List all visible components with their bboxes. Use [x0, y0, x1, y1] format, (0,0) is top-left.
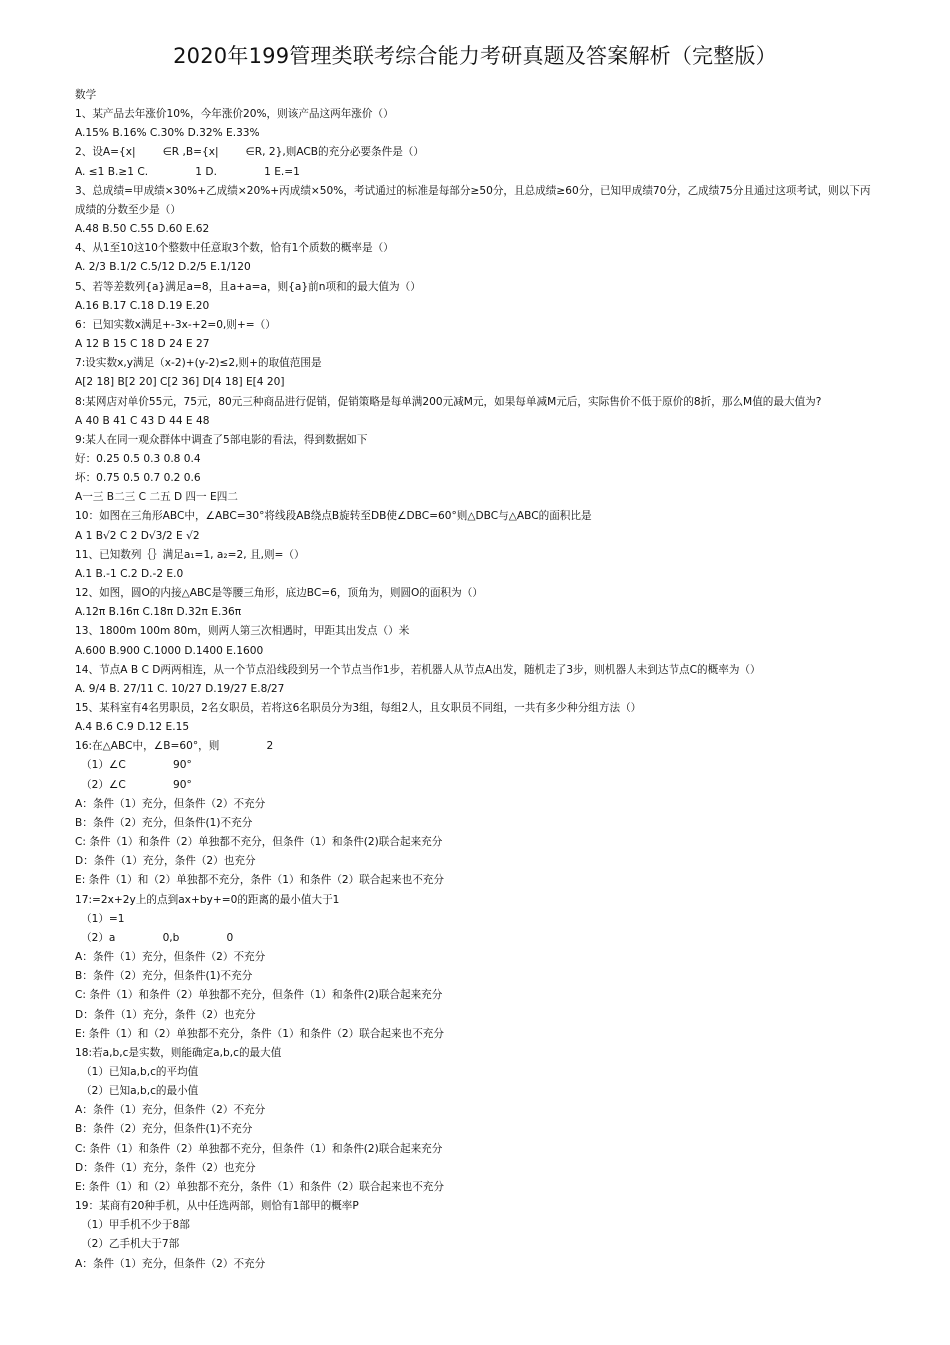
text-line: A：条件（1）充分，但条件（2）不充分: [75, 1104, 266, 1117]
text-line: 2、设A={x| ∈R ,B={x| ∈R, 2},则ACB的充分必要条件是（）: [75, 146, 424, 159]
text-line: 9:某人在同一观众群体中调查了5部电影的看法，得到数据如下: [75, 433, 368, 446]
text-line: A. ≤1 B.≥1 C. 1 D. 1 E.=1: [75, 165, 300, 178]
text-line: B：条件（2）充分，但条件(1)不充分: [75, 1123, 253, 1136]
text-line: A 40 B 41 C 43 D 44 E 48: [75, 414, 210, 427]
text-line: 1、某产品去年涨价10%，今年涨价20%，则该产品这两年涨价（）: [75, 108, 394, 121]
text-line: （2）乙手机大于7部: [81, 1238, 180, 1251]
text-line: C: 条件（1）和条件（2）单独都不充分，但条件（1）和条件(2)联合起来充分: [75, 1142, 443, 1155]
text-line: D：条件（1）充分，条件（2）也充分: [75, 1161, 256, 1174]
text-line: 17:=2x+2y上的点到ax+by+=0的距离的最小值大于1: [75, 893, 340, 906]
text-line: A一三 B二三 C 二五 D 四一 E四二: [75, 491, 238, 504]
text-line: A.16 B.17 C.18 D.19 E.20: [75, 299, 210, 312]
text-line: C: 条件（1）和条件（2）单独都不充分，但条件（1）和条件(2)联合起来充分: [75, 836, 443, 849]
text-line: 数学: [75, 89, 97, 101]
text-line: 5、若等差数列{a}满足a=8，且a+a=a，则{a}前n项和的最大值为（）: [75, 280, 421, 293]
text-line: 3、总成绩=甲成绩×30%+乙成绩×20%+丙成绩×50%，考试通过的标准是每部分≥50分，且总成绩≥60分，已知甲成绩70分，乙成绩75分且通过这项考试，则以下丙成绩的分数至少是（）: [75, 184, 871, 216]
text-line: 坏：0.75 0.5 0.7 0.2 0.6: [75, 472, 201, 485]
text-line: （1）=1: [81, 912, 125, 925]
document-title: 2020年199管理类联考综合能力考研真题及答案解析（完整版）: [173, 44, 777, 68]
document-body: [75, 86, 875, 1274]
text-line: （1）甲手机不少于8部: [81, 1219, 190, 1232]
text-line: A.4 B.6 C.9 D.12 E.15: [75, 721, 190, 734]
text-line: C: 条件（1）和条件（2）单独都不充分，但条件（1）和条件(2)联合起来充分: [75, 989, 443, 1002]
text-line: A. 9/4 B. 27/11 C. 10/27 D.19/27 E.8/27: [75, 682, 285, 695]
text-line: 14、节点A B C D两两相连，从一个节点沿线段到另一个节点当作1步，若机器人从节点A出发，随机走了3步，则机器人未到达节点C的概率为（）: [75, 663, 761, 676]
text-line: 18:若a,b,c是实数，则能确定a,b,c的最大值: [75, 1046, 282, 1059]
text-line: B：条件（2）充分，但条件(1)不充分: [75, 970, 253, 983]
text-line: 4、从1至10这10个整数中任意取3个数，恰有1个质数的概率是（）: [75, 242, 394, 255]
text-line: （2）已知a,b,c的最小值: [81, 1085, 199, 1098]
text-line: A.1 B.-1 C.2 D.-2 E.0: [75, 567, 184, 580]
text-line: A. 2/3 B.1/2 C.5/12 D.2/5 E.1/120: [75, 261, 251, 274]
text-line: E: 条件（1）和（2）单独都不充分，条件（1）和条件（2）联合起来也不充分: [75, 1180, 444, 1193]
text-line: A.12π B.16π C.18π D.32π E.36π: [75, 606, 242, 619]
text-line: A[2 18] B[2 20] C[2 36] D[4 18] E[4 20]: [75, 376, 285, 389]
text-line: D：条件（1）充分，条件（2）也充分: [75, 855, 256, 868]
text-line: 15、某科室有4名男职员，2名女职员，若将这6名职员分为3组，每组2人，且女职员不同组，一共有多少种分组方法（）: [75, 702, 642, 714]
text-line: B：条件（2）充分，但条件(1)不充分: [75, 816, 253, 829]
text-line: A：条件（1）充分，但条件（2）不充分: [75, 797, 266, 810]
text-line: A.48 B.50 C.55 D.60 E.62: [75, 223, 210, 236]
text-line: A：条件（1）充分，但条件（2）不充分: [75, 951, 266, 964]
text-line: 7:设实数x,y满足（x-2)+(y-2)≤2,则+的取值范围是: [75, 357, 322, 370]
text-line: E: 条件（1）和（2）单独都不充分，条件（1）和条件（2）联合起来也不充分: [75, 1027, 444, 1040]
text-line: 10：如图在三角形ABC中，∠ABC=30°将线段AB绕点B旋转至DB使∠DBC=60°则△DBC与△ABC的面积比是: [75, 510, 592, 523]
text-line: 16:在△ABC中，∠B=60°，则 2: [75, 740, 274, 753]
text-line: 13、1800m 100m 80m，则两人第三次相遇时，甲距其出发点（）米: [75, 625, 410, 638]
text-line: D：条件（1）充分，条件（2）也充分: [75, 1008, 256, 1021]
text-line: A：条件（1）充分，但条件（2）不充分: [75, 1257, 266, 1270]
text-line: A.600 B.900 C.1000 D.1400 E.1600: [75, 644, 264, 657]
text-line: （2）∠C 90°: [81, 778, 192, 791]
text-line: A 1 B√2 C 2 D√3/2 E √2: [75, 529, 200, 542]
text-line: 8:某网店对单价55元，75元，80元三种商品进行促销，促销策略是每单满200元减M元，如果每单减M元后，实际售价不低于原价的8折，那么M值的最大值为?: [75, 395, 822, 408]
text-line: （1）∠C 90°: [81, 759, 192, 772]
text-line: 好：0.25 0.5 0.3 0.8 0.4: [75, 452, 201, 465]
text-line: A.15% B.16% C.30% D.32% E.33%: [75, 127, 260, 140]
text-line: 12、如图，圆O的内接△ABC是等腰三角形，底边BC=6，顶角为，则圆O的面积为（）: [75, 587, 483, 600]
text-line: 11、已知数列｛｝满足a₁=1, a₂=2, 且,则=（）: [75, 548, 305, 561]
text-line: （2）a 0,b 0: [81, 931, 234, 944]
text-line: E: 条件（1）和（2）单独都不充分，条件（1）和条件（2）联合起来也不充分: [75, 874, 444, 887]
text-line: A 12 B 15 C 18 D 24 E 27: [75, 338, 210, 351]
text-line: 19：某商有20种手机，从中任选两部，则恰有1部甲的概率P: [75, 1200, 359, 1213]
text-line: （1）已知a,b,c的平均值: [81, 1065, 199, 1078]
text-line: 6：已知实数x满足+-3x-+2=0,则+=（）: [75, 318, 276, 331]
